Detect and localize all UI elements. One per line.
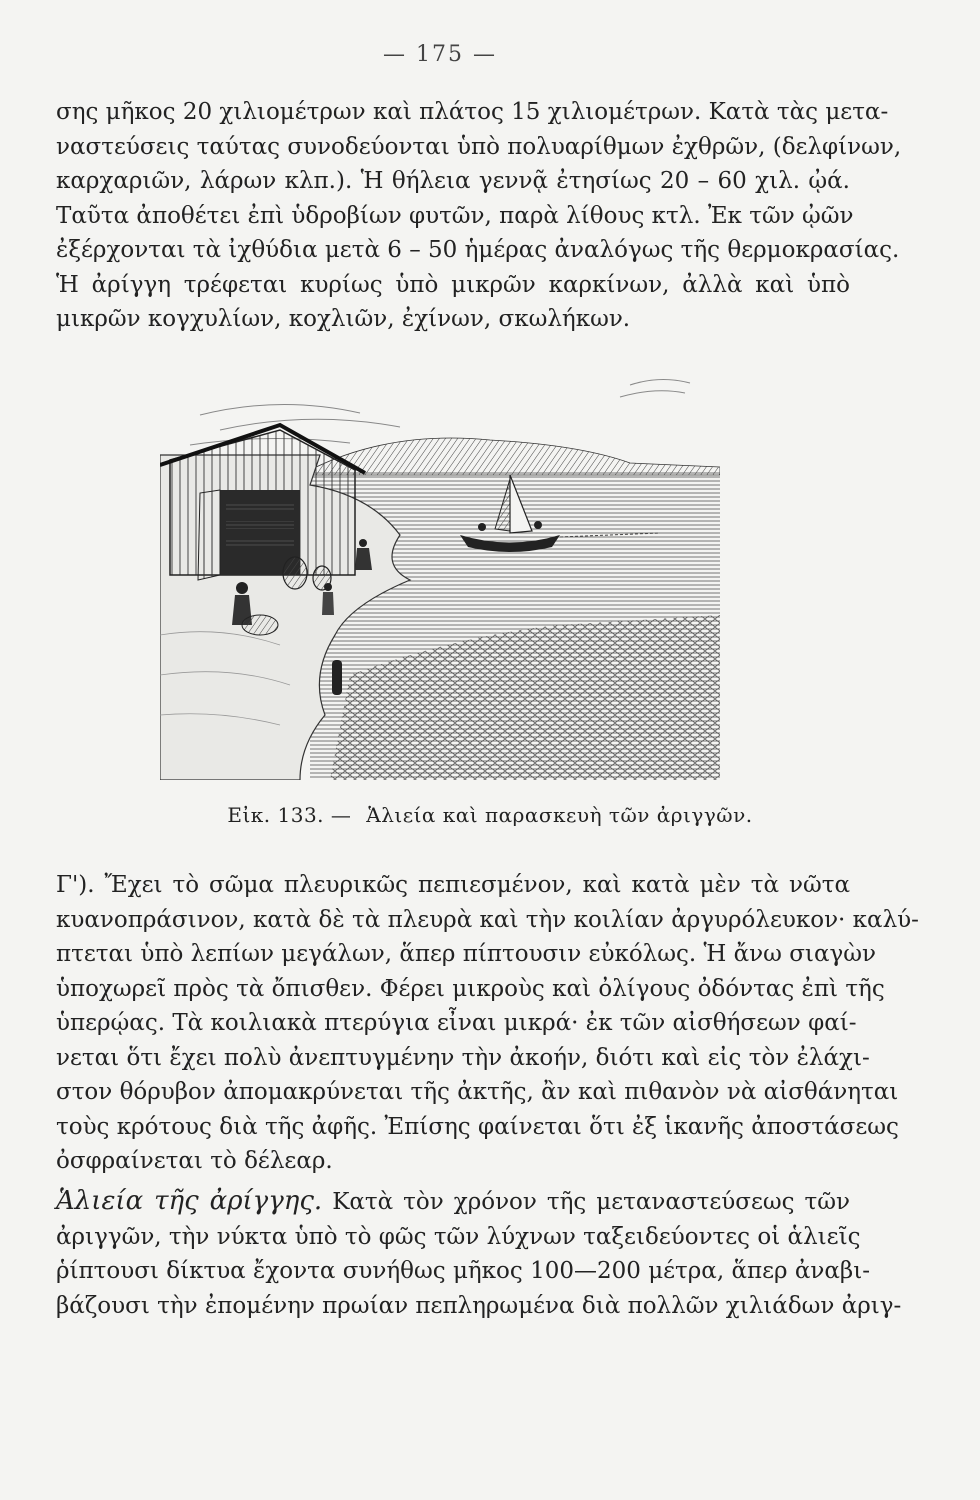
text-line bbox=[56, 1184, 850, 1220]
figure-caption-text: Ἁλιεία καὶ παρασκευὴ τῶν ἀριγγῶν. bbox=[366, 803, 753, 827]
text-line: βάζουσι τὴν ἐπομένην πρωίαν πεπληρωμένα διὰ πολλῶν χιλιάδων ἀριγ- bbox=[56, 1292, 902, 1319]
text-line: ναστεύσεις ταύτας συνοδεύονται ὑπὸ πολυαρίθμων ἐχθρῶν, (δελφίνων, bbox=[56, 133, 902, 160]
text-fragment: Κατὰ τὸν χρόνον τῆς μεταναστεύσεως τῶν bbox=[332, 1189, 850, 1215]
paragraph-herring-description bbox=[56, 868, 919, 1179]
text-line: ὑποχωρεῖ πρὸς τὰ ὄπισθεν. Φέρει μικροὺς καὶ ὀλίγους ὀδόντας ἐπὶ τῆς bbox=[56, 975, 885, 1002]
text-line: ὑπερῴας. Τὰ κοιλιακὰ πτερύγια εἶναι μικρά· ἐκ τῶν αἰσθήσεων φαί- bbox=[56, 1010, 857, 1036]
text-line: στον θόρυβον ἀπομακρύνεται τῆς ἀκτῆς, ἂν καὶ πιθανὸν νὰ αἰσθάνηται bbox=[56, 1079, 899, 1105]
text-line: τοὺς κρότους διὰ τῆς ἀφῆς. Ἐπίσης φαίνεται ὅτι ἐξ ἱκανῆς ἀποστάσεως bbox=[56, 1113, 899, 1140]
figure-number: Εἰκ. 133. — bbox=[227, 803, 352, 827]
text-line: νεται ὅτι ἔχει πολὺ ἀνεπτυγμένην τὴν ἀκοήν, διότι καὶ εἰς τὸν ἐλάχι- bbox=[56, 1044, 870, 1071]
page-number: — 175 — bbox=[383, 42, 497, 67]
text-line: Ταῦτα ἀποθέτει ἐπὶ ὑδροβίων φυτῶν, παρὰ λίθους κτλ. Ἐκ τῶν ᾠῶν bbox=[56, 202, 854, 229]
text-line: ὀσφραίνεται τὸ δέλεαρ. bbox=[56, 1148, 333, 1174]
paragraph-herring-migration bbox=[56, 95, 902, 337]
text-line: ῥίπτουσι δίκτυα ἔχοντα συνήθως μῆκος 100—200 μέτρα, ἅπερ ἀναβι- bbox=[56, 1258, 870, 1284]
text-line: κυανοπράσινον, κατὰ δὲ τὰ πλευρὰ καὶ τὴν κοιλίαν ἀργυρόλευκον· καλύ- bbox=[56, 906, 919, 933]
figure-caption bbox=[0, 803, 980, 827]
text-line: σης μῆκος 20 χιλιομέτρων καὶ πλάτος 15 χιλιομέτρων. Κατὰ τὰς μετα- bbox=[56, 99, 889, 125]
text-line: Γ'). Ἔχει τὸ σῶμα πλευρικῶς πεπιεσμένον, καὶ κατὰ μὲν τὰ νῶτα bbox=[56, 872, 850, 898]
text-line: καρχαριῶν, λάρων κλπ.). Ἡ θήλεια γεννᾷ ἐτησίως 20 – 60 χιλ. ᾠά. bbox=[56, 168, 850, 194]
engraving-fishing-illustration bbox=[160, 375, 720, 780]
text-line: ἀριγγῶν, τὴν νύκτα ὑπὸ τὸ φῶς τῶν λύχνων ταξειδεύοντες οἱ ἁλιεῖς bbox=[56, 1223, 861, 1250]
text-line: ἐξέρχονται τὰ ἰχθύδια μετὰ 6 – 50 ἡμέρας ἀναλόγως τῆς θερμοκρασίας. bbox=[56, 237, 900, 263]
text-line: πτεται ὑπὸ λεπίων μεγάλων, ἅπερ πίπτουσιν εὐκόλως. Ἡ ἄνω σιαγὼν bbox=[56, 941, 876, 967]
text-line: Ἡ ἀρίγγη τρέφεται κυρίως ὑπὸ μικρῶν καρκίνων, ἀλλὰ καὶ ὑπὸ bbox=[56, 271, 850, 298]
text-line: μικρῶν κογχυλίων, κοχλιῶν, ἐχίνων, σκωλήκων. bbox=[56, 306, 631, 332]
paragraph-herring-fishing bbox=[56, 1184, 902, 1323]
section-title: Ἁλιεία τῆς ἀρίγγης. bbox=[56, 1186, 323, 1216]
